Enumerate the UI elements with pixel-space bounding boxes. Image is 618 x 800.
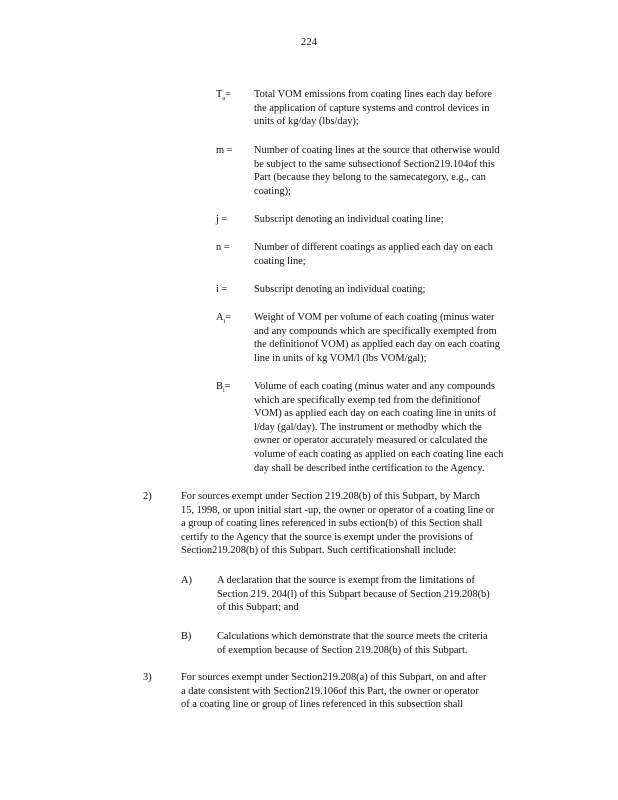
subitem-number: B) xyxy=(181,631,192,642)
paragraph-number: 2) xyxy=(143,491,152,502)
subitem-text: Calculations which demonstrate that the source meets the criteria of exemption because of Section 219.208(b) of this Subpart. xyxy=(217,631,488,656)
subitem-number: A) xyxy=(181,575,192,586)
definition-symbol: n = xyxy=(216,242,230,253)
definition-symbol: $B_i=$ xyxy=(216,381,231,395)
definition-text: Volume of each coating (minus water and any compounds which are specifically exemp ted from the definitionof VOM) as applied each day on each coating line in units of l/day (gal/day). The instrument or methodby which the owner or operator accurately measured or calculated the volume of each coating as applied on each coating line each day shall be described inthe certification to the Agency. xyxy=(254,381,504,474)
definition-text: Subscript denoting an individual coating; xyxy=(254,284,426,295)
paragraph-text: For sources exempt under Section219.208(a) of this Subpart, on and after a date consistent with Section219.106of this Part, the owner or operator of a coating line or group of lines referenced in this subsection shall xyxy=(181,672,487,711)
definition-text: Number of different coatings as applied each day on each coating line; xyxy=(254,242,493,267)
definition-symbol: $T_a=$ xyxy=(216,89,231,103)
paragraph-number: 3) xyxy=(143,672,152,683)
subitem-text: A declaration that the source is exempt from the limitations of Section 219. 204(l) of this Subpart because of Section 219.208(b) of this Subpart; and xyxy=(217,575,490,614)
definition-symbol: $A_i=$ xyxy=(216,312,232,326)
definition-text: Total VOM emissions from coating lines each day before the application of capture systems and control devices in units of kg/day (lbs/day); xyxy=(254,89,493,128)
definition-text: Number of coating lines at the source that otherwise would be subject to the same subsectionof Section219.104of this Part (because they belong to the samecategory, e.g., can coating); xyxy=(254,145,500,197)
paragraph-text: For sources exempt under Section 219.208(b) of this Subpart, by March 15, 1998, or upon initial start -up, the owner or operator of a coating line or a group of coating lines referenced in subs ection(b) of this Section shall certify to the Agency that the source is exempt under the provisions of Section219.208(b) of this Subpart. Such certificationshall include: xyxy=(181,491,495,557)
definition-symbol: m = xyxy=(216,145,233,156)
page-number: 224 xyxy=(300,36,318,48)
definition-text: Subscript denoting an individual coating line; xyxy=(254,214,444,225)
definition-text: Weight of VOM per volume of each coating (minus water and any compounds which are specifically exempted from the definitionof VOM) as applied each day on each coating line in units of kg VOM/l (lbs VOM/gal); xyxy=(254,312,500,364)
definition-symbol: j = xyxy=(216,214,228,225)
definition-symbol: i = xyxy=(216,284,228,295)
